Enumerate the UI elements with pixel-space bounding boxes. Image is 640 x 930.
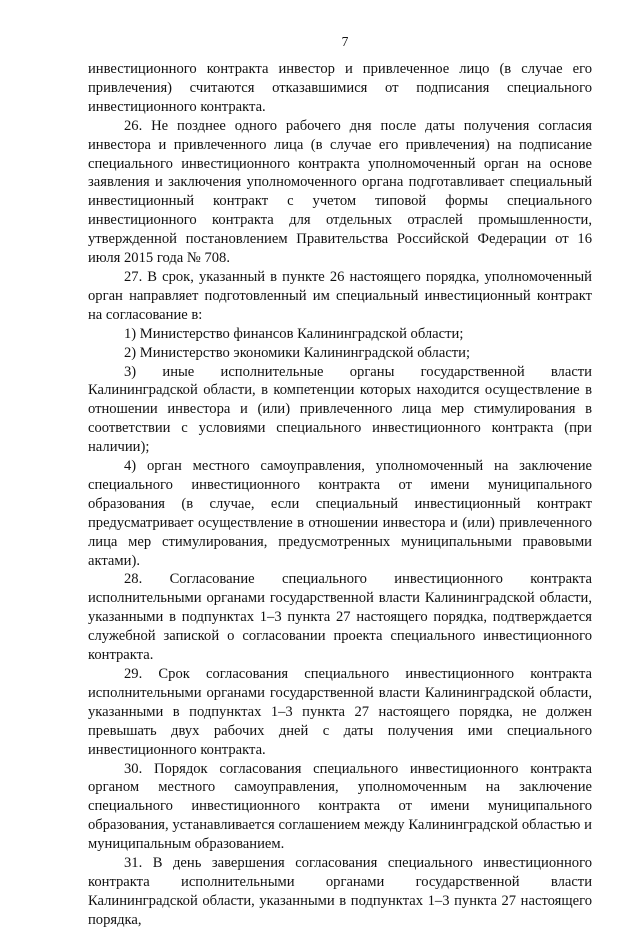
paragraph-p27-3: 3) иные исполнительные органы государственной власти Калининградской области, в компетенции которых находится осуществление в отношении инвестора и (или) привлеченного лица мер стимулирования в соответствии с условиями специального инвестиционного контракта (при наличии);	[88, 363, 592, 456]
paragraph-p29: 29. Срок согласования специального инвестиционного контракта исполнительными органами государственной власти Калининградской области, указанными в подпунктах 1–3 пункта 27 настоящего порядка, не должен превышать двух рабочих дней с даты получения ими специального инвестиционного контракта.	[88, 666, 592, 758]
paragraph-p28: 28. Согласование специального инвестиционного контракта исполнительными органами государственной власти Калининградской области, указанными в подпунктах 1–3 пункта 27 настоящего порядка, подтверждается служебной запиской о согласовании проекта специального инвестиционного контракта.	[88, 571, 592, 664]
paragraph-p31: 31. В день завершения согласования специального инвестиционного контракта исполнительными органами государственной власти Калининградской области, указанными в подпунктах 1–3 пункта 27 настоящего порядка,	[88, 855, 592, 928]
document-body	[88, 60, 592, 930]
paragraph-p0: инвестиционного контракта инвестор и привлеченное лицо (в случае его привлечения) считаются отказавшимися от подписания специального инвестиционного контракта.	[88, 61, 592, 115]
page-number: 7	[341, 34, 349, 49]
paragraph-p30: 30. Порядок согласования специального инвестиционного контракта органом местного самоуправления, уполномоченным на заключение специального инвестиционного контракта от имени муниципального образования, устанавливается соглашением между Калининградской областью и муниципальным образованием.	[88, 760, 592, 853]
paragraph-p27-4: 4) орган местного самоуправления, уполномоченный на заключение специального инвестиционного контракта от имени муниципального образования (в случае, если специальный инвестиционный контракт предусматривает осуществление в отношении инвестора и (или) привлеченного лица мер стимулирования, предусмотренных муниципальными правовыми актами).	[88, 458, 592, 569]
paragraph-p27-2: 2) Министерство экономики Калининградской области;	[124, 344, 471, 361]
paragraph-p27: 27. В срок, указанный в пункте 26 настоящего порядка, уполномоченный орган направляет подготовленный им специальный инвестиционный контракт на согласование в:	[88, 268, 592, 323]
paragraph-p26: 26. Не позднее одного рабочего дня после даты получения согласия инвестора и привлеченного лица (в случае его привлечения) на подписание специального инвестиционного контракта уполномоченный орган на основе заявления и заключения уполномоченного органа подготавливает специальный инвестиционный контракт с учетом типовой формы специального инвестиционного контракта для отдельных отраслей промышленности, утвержденной постановлением Правительства Российской Федерации от 16 июля 2015 года № 708.	[88, 117, 592, 267]
paragraph-p27-1: 1) Министерство финансов Калининградской области;	[124, 325, 464, 342]
